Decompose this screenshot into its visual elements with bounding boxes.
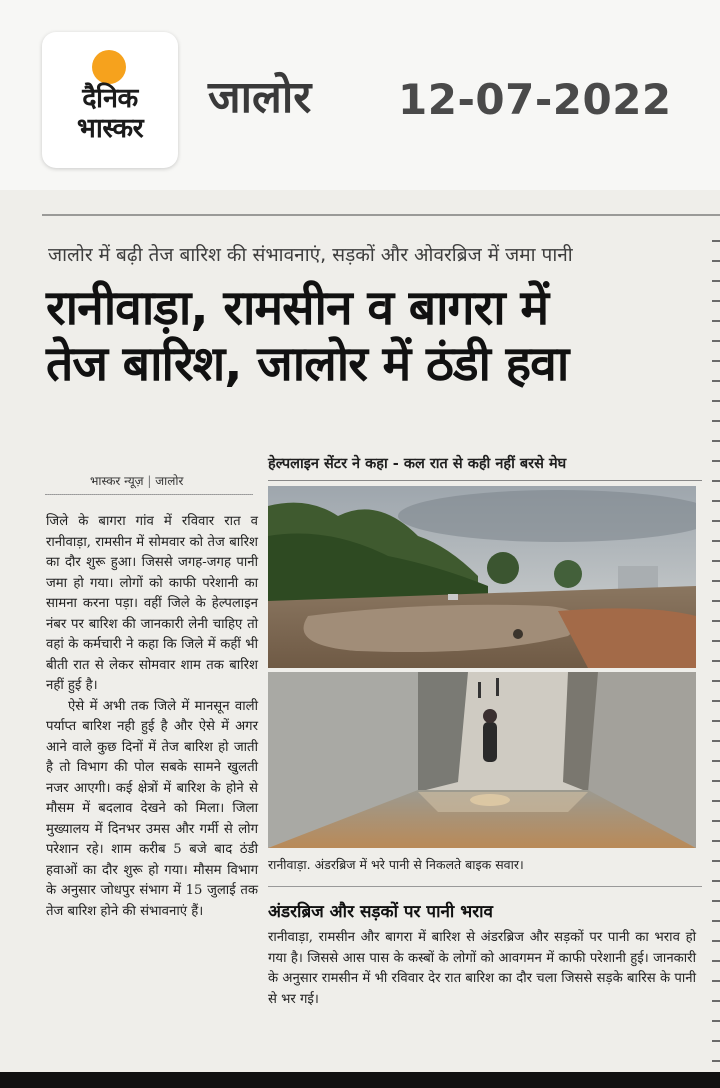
logo-line-1: दैनिक — [82, 83, 138, 114]
edition-city: जालोर — [208, 72, 312, 123]
logo-wordmark — [56, 84, 164, 144]
sub-article-body: रानीवाड़ा, रामसीन और बागरा में बारिश से अंडरब्रिज और सड़कों पर पानी का भराव हो गया है। जिससे आस पास के कस्बों के लोगों को आवगमन में काफी परेशानी हुई। जानकारी के अनुसार रामसीन में भी रविवार देर रात बारिश का दौर चला जिससे सड़के बारिस के पानी से भर गई। — [268, 930, 696, 1007]
article-byline — [90, 472, 183, 489]
photo-heading: हेल्पलाइन सेंटर ने कहा - कल रात से कही नहीं बरसे मेघ — [268, 456, 567, 472]
edition-date: 12-07-2022 — [398, 75, 672, 124]
headline-line-1: रानीवाड़ा, रामसीन व बागरा में — [46, 280, 549, 336]
headline-line-2: तेज बारिश, जालोर में ठंडी हवा — [46, 336, 569, 392]
newspaper-clipping — [0, 190, 720, 1088]
byline-divider — [45, 494, 253, 495]
underbridge-photo — [268, 672, 696, 848]
body-paragraph-1: जिले के बागरा गांव में रविवार रात व रानीवाड़ा, रामसीन में सोमवार को तेज बारिश का दौर शुरू हुआ। जिससे जगह-जगह पानी जमा हो गया। लोगों को काफी परेशानी का सामना करना पड़ा। वहीं जिले के हेल्पलाइन नंबर पर बारिश की जानकारी लेनी चाहिए तो वहां के कर्मचारी ने कहा कि जिले में कहीं भी बीती रात से लेकर सोमवार शाम तक बारिश नहीं हुई है। — [46, 514, 258, 693]
photo-heading-divider — [268, 480, 702, 481]
byline-place: जालोर — [155, 474, 184, 488]
article-kicker: जालोर में बढ़ी तेज बारिश की संभावनाएं, सड़कों और ओवरब्रिज में जमा पानी — [48, 244, 573, 266]
body-paragraph-2: ऐसे में अभी तक जिले में मानसून वाली पर्याप्त बारिश नही हुई है और ऐसे में अगर आने वाले कुछ दिनों में तेज बारिश हो जाती है तो विभाग की पोल सबके सामने खुलती नजर आएगी। कई क्षेत्रों में बारिश के होने से मौसम में बदलाव देखने को मिला। जिला मुख्यालय में दिनभर उमस और गर्मी से लोग परेशान रहे। शाम करीब 5 बजे बाद ठंडी हवाओं का दौर शुरू हो गया। मौसम विभाग के अनुसार जोधपुर संभाग में 15 जुलाई तक तेज बारिश होने की संभावनाएं हैं। — [46, 698, 258, 919]
logo-line-2: भास्कर — [76, 113, 144, 144]
top-divider — [42, 214, 720, 216]
caption-divider — [268, 886, 702, 887]
newspaper-logo — [42, 32, 178, 168]
byline-source: भास्कर न्यूज़ — [90, 474, 144, 488]
page-header — [0, 0, 720, 190]
logo-sun-icon — [92, 50, 126, 84]
flooded-road-photo — [268, 486, 696, 668]
article-body — [46, 512, 258, 922]
adjacent-column-fragment — [712, 240, 720, 1088]
photo-caption: रानीवाड़ा. अंडरब्रिज में भरे पानी से निकलते बाइक सवार। — [268, 857, 524, 872]
byline-separator: | — [147, 474, 152, 488]
article-headline — [46, 280, 706, 392]
sub-headline: अंडरब्रिज और सड़कों पर पानी भराव — [268, 902, 494, 922]
bottom-border — [0, 1072, 720, 1088]
